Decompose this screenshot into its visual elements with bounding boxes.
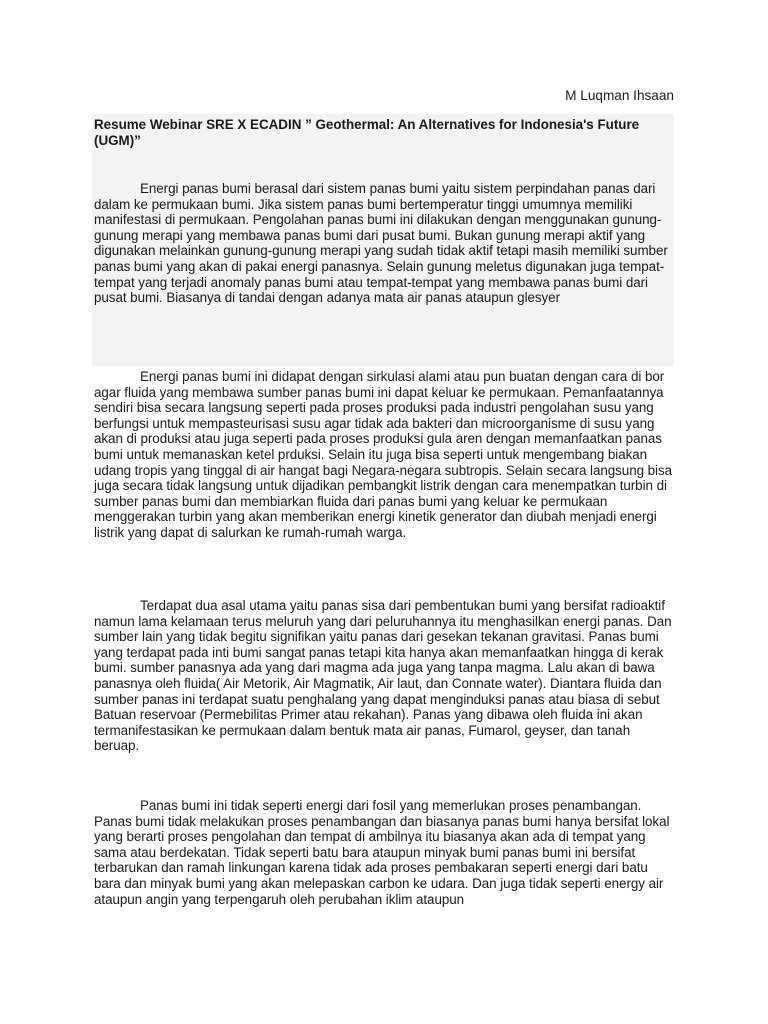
paragraph-2: Energi panas bumi ini didapat dengan sirkulasi alami atau pun buatan dengan cara di bor agar fluida yang membawa sumber panas bumi ini dapat keluar ke permukaan. Pemanfaatannya sendiri bisa secara langsung seperti pada proses produksi pada industri pengolahan susu yang berfungsi untuk mempasteurisasi susu agar tidak ada bakteri dan microorganisme di susu yang akan di produksi atau juga seperti pada proses produksi gula aren dengan memanfaatkan panas bumi untuk memanaskan ketel prduksi. Selain itu juga bisa seperti untuk mengembang biakan udang tropis yang tinggal di air hangat bagi Negara-negara subtropis. Selain secara langsung bisa juga secara tidak langsung untuk dijadikan pembangkit listrik dengan cara menempatkan turbin di sumber panas bumi dan membiarkan fluida dari panas bumi yang keluar ke permukaan menggerakan turbin yang akan memberikan energi kinetik generator dan diubah menjadi energi listrik yang dapat di salurkan ke rumah-rumah warga. <box>94 369 673 540</box>
document-title: Resume Webinar SRE X ECADIN ” Geothermal: An Alternatives for Indonesia's Future (UGM)” <box>94 117 640 148</box>
paragraph-4: Panas bumi ini tidak seperti energi dari fosil yang memerlukan proses penambangan. Panas bumi tidak melakukan proses penambangan dan biasanya panas bumi hanya bersifat lokal yang berarti proses pengolahan dan tempat di ambilnya itu biasanya akan ada di tempat yang sama atau berdekatan. Tidak seperti batu bara ataupun minyak bumi panas bumi ini bersifat terbarukan dan ramah linkungan karena tidak ada proses pembakaran seperti energi dari batu bara dan minyak bumi yang akan melepaskan carbon ke udara. Dan juga tidak seperti energy air ataupun angin yang terpengaruh oleh perubahan iklim ataupun <box>94 798 670 907</box>
paragraph-1: Energi panas bumi berasal dari sistem panas bumi yaitu sistem perpindahan panas dari dalam ke permukaan bumi. Jika sistem panas bumi bertemperatur tinggi umumnya memiliki manifestasi di permukaan. Pengolahan panas bumi ini dilakukan dengan menggunakan gunung-gunung merapi yang membawa panas bumi dari pusat bumi. Bukan gunung merapi aktif yang digunakan melainkan gunung-gunung merapi yang sudah tidak aktif tetapi masih memiliki sumber panas bumi yang akan di pakai energi panasnya. Selain gunung meletus digunakan juga tempat-tempat yang terjadi anomaly panas bumi atau tempat-tempat yang membawa panas bumi dari pusat bumi. Biasanya di tandai dengan adanya mata air panas ataupun glesyer <box>94 181 668 306</box>
paragraph-3: Terdapat dua asal utama yaitu panas sisa dari pembentukan bumi yang bersifat radioaktif namun lama kelamaan terus meluruh yang dari peluruhannya itu menghasilkan energi panas. Dan sumber lain yang tidak begitu signifikan yaitu panas dari gesekan tekanan gravitasi. Panas bumi yang terdapat pada inti bumi sangat panas tetapi kita hanya akan memanfaatkan hingga di kerak bumi. sumber panasnya ada yang dari magma ada juga yang tanpa magma. Lalu akan di bawa panasnya oleh fluida( Air Metorik, Air Magmatik, Air laut, dan Connate water). Diantara fluida dan sumber panas ini terdapat suatu penghalang yang dapat menginduksi panas atau biasa di sebut Batuan reservoar (Permebilitas Primer atau rekahan). Panas yang dibawa oleh fluida ini akan termanifestasikan ke permukaan dalam bentuk mata air panas, Fumarol, geyser, dan tanah beruap. <box>94 598 672 754</box>
author-name: M Luqman Ihsaan <box>565 88 674 103</box>
